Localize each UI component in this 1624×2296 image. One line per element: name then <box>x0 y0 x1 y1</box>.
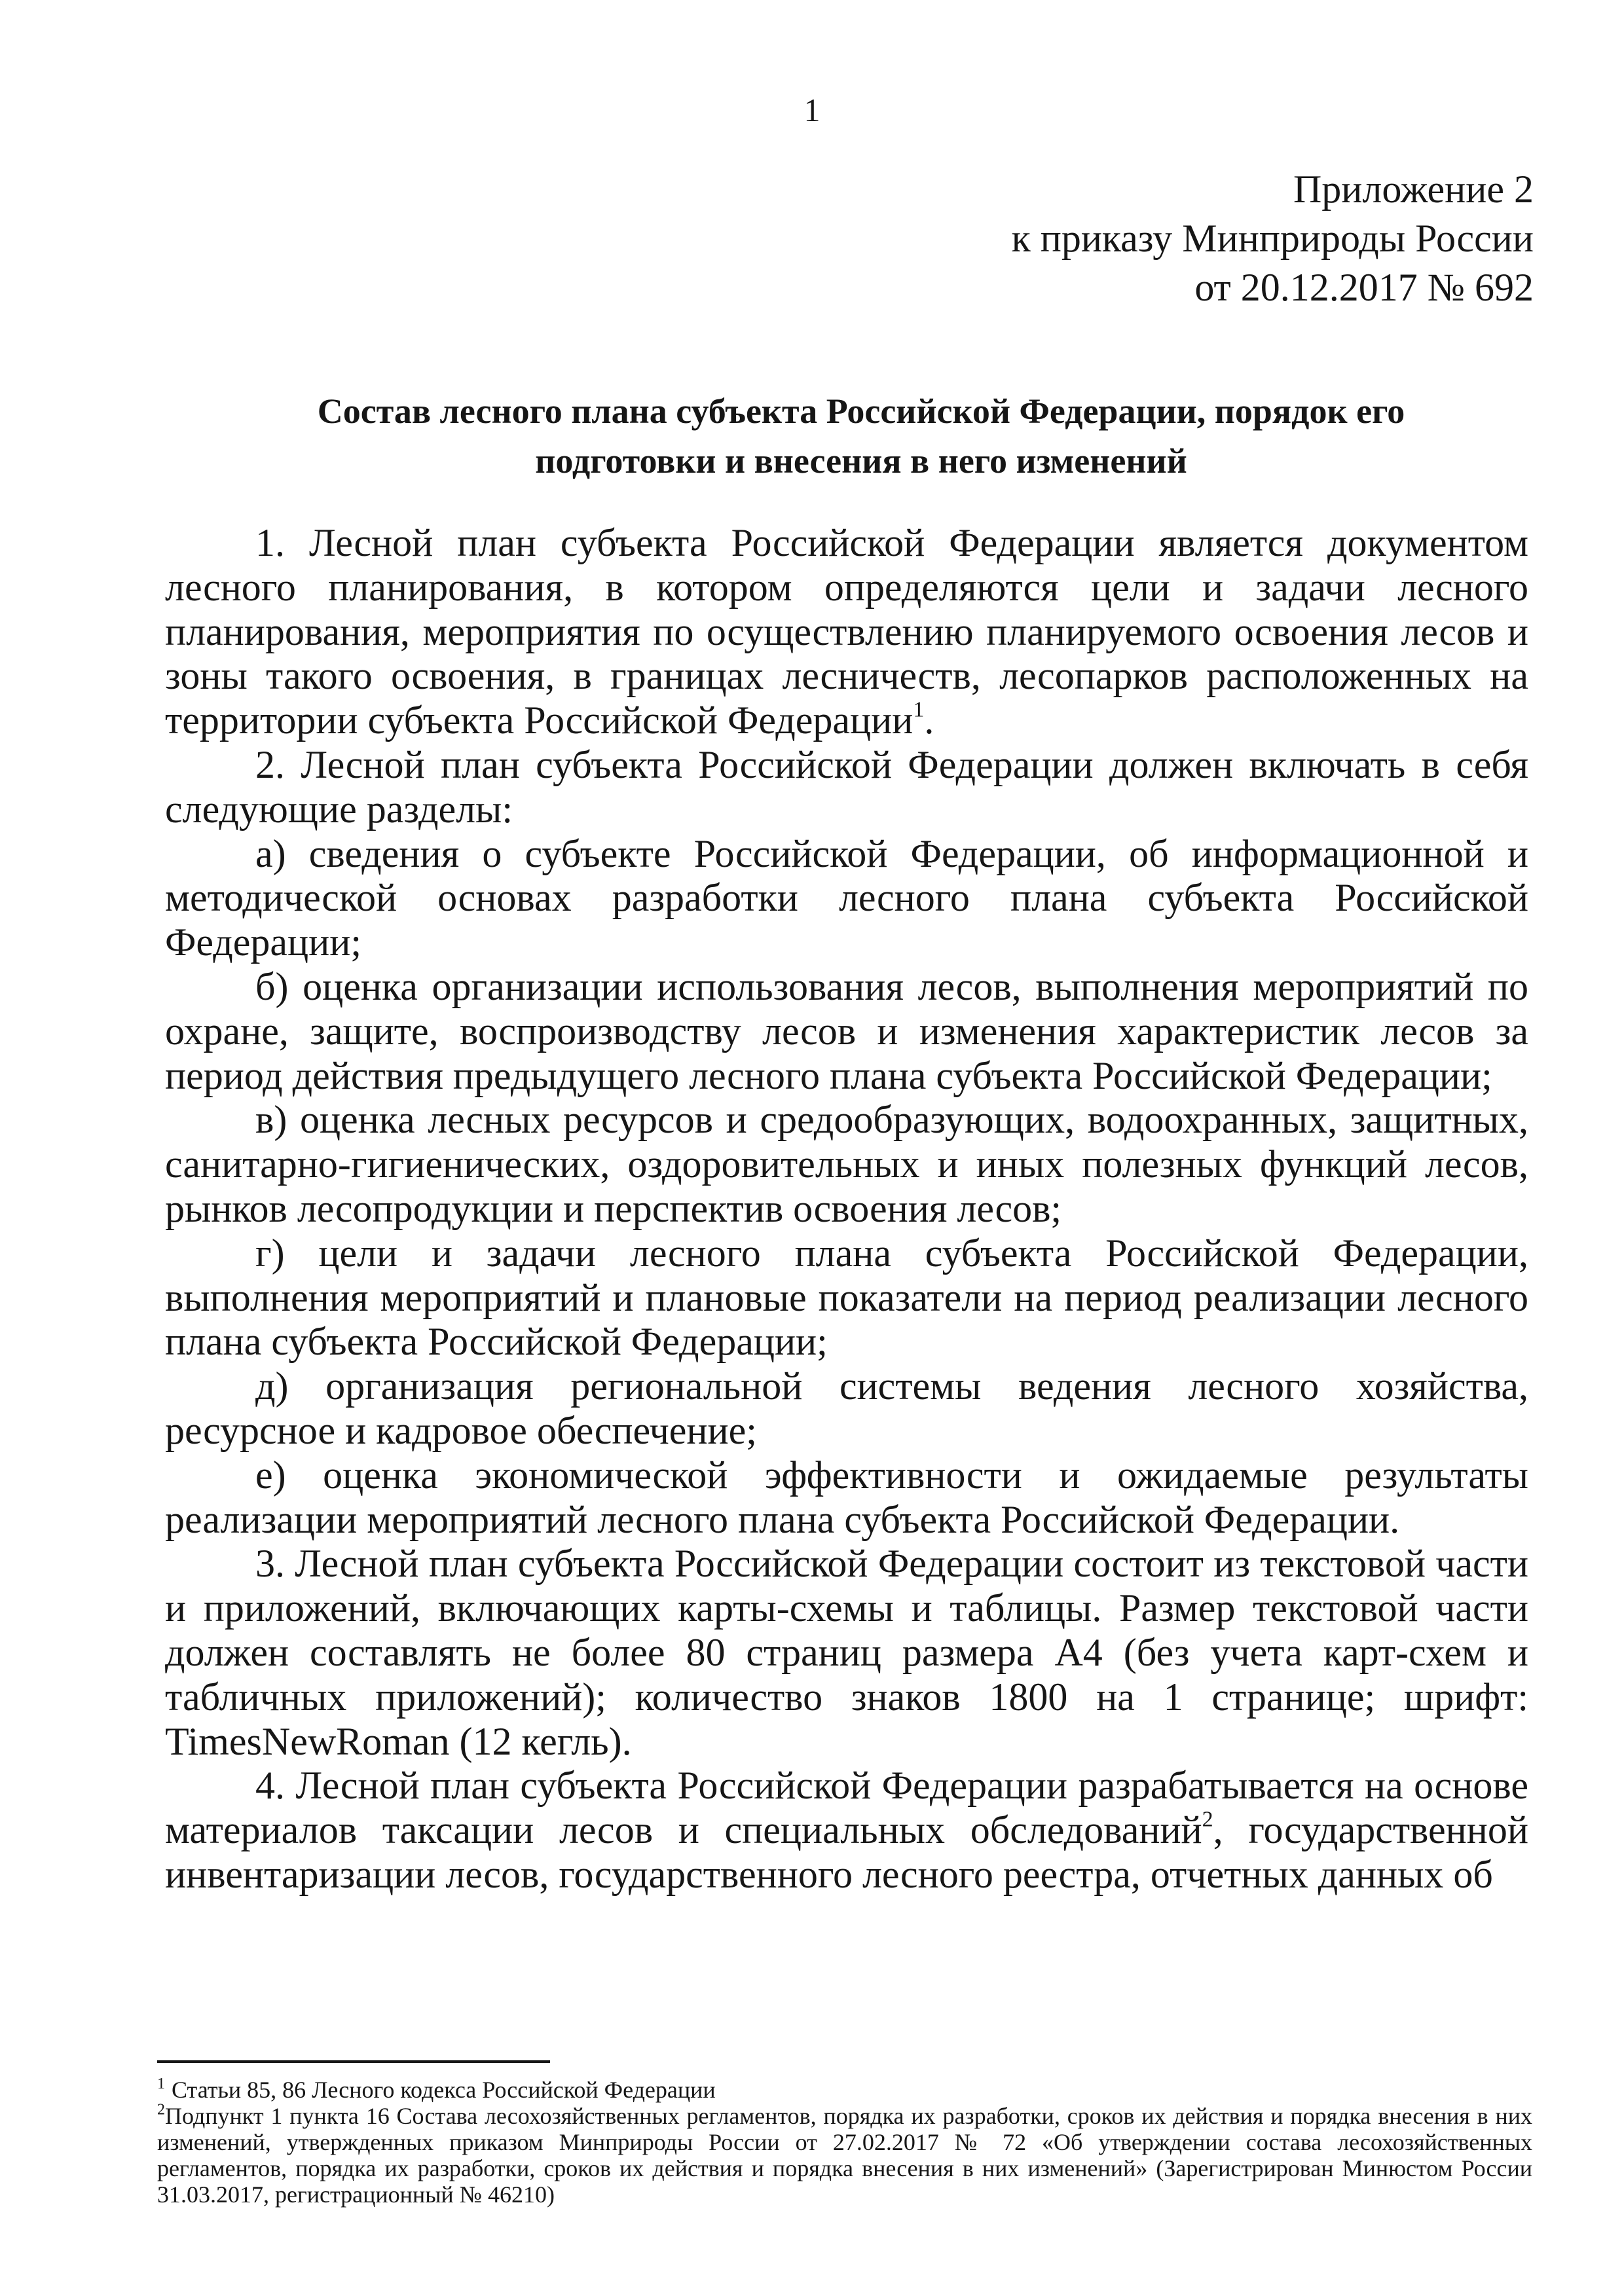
document-title-line-2: подготовки и внесения в него изменений <box>535 441 1187 481</box>
appendix-line-2: к приказу Минприроды России <box>1011 217 1534 260</box>
paragraph-4-end: , государственной инвентаризации лесов, государственного лесного реестра, отчетных данных об <box>165 1808 1528 1896</box>
footnote-ref-1: 1 <box>913 697 925 722</box>
footnote-1 <box>157 2077 1532 2103</box>
paragraph-4-text: 4. Лесной план субъекта Российской Федерации разрабатывается на основе материалов таксации лесов и специальных обследований <box>165 1764 1528 1852</box>
appendix-line-1: Приложение 2 <box>1293 168 1534 211</box>
footnote-1-number: 1 <box>157 2075 165 2092</box>
footnote-2 <box>157 2103 1532 2208</box>
document-title <box>164 386 1559 486</box>
paragraph-2-item-g: г) цели и задачи лесного плана субъекта Российской Федерации, выполнения мероприятий и плановые показатели на период реализации лесного плана субъекта Российской Федерации; <box>165 1231 1528 1364</box>
paragraph-3: 3. Лесной план субъекта Российской Федерации состоит из текстовой части и приложений, включающих карты-схемы и таблицы. Размер текстовой части должен составлять не более 80 страниц размера А4 (без учета карт-схем и табличных приложений); количество знаков 1800 на 1 странице; шрифт: TimesNewRoman (12 кегль). <box>165 1542 1528 1763</box>
footnote-2-text: Подпункт 1 пункта 16 Состава лесохозяйственных регламентов, порядка их разработки, сроков их действия и порядка внесения в них изменений, утвержденных приказом Минприроды России от 27.02.2017 № 72 «Об утверждении состава лесохозяйственных регламентов, порядка их разработки, сроков их действия и порядка внесения в них изменений» (Зарегистрирован Минюстом России 31.03.2017, регистрационный № 46210) <box>157 2103 1532 2208</box>
paragraph-1-text: 1. Лесной план субъекта Российской Федерации является документом лесного планирования, в котором определяются цели и задачи лесного планирования, мероприятия по осуществлению планируемого освоения лесов и зоны такого освоения, в границах лесничеств, лесопарков расположенных на территории субъекта Российской Федерации <box>165 521 1528 742</box>
footnote-2-number: 2 <box>157 2101 165 2119</box>
paragraph-2-item-v: в) оценка лесных ресурсов и средообразующих, водоохранных, защитных, санитарно-гигиенических, оздоровительных и иных полезных функций лесов, рынков лесопродукции и перспектив освоения лесов; <box>165 1098 1528 1230</box>
footnote-ref-2: 2 <box>1202 1807 1213 1832</box>
paragraph-2-item-b: б) оценка организации использования лесов, выполнения мероприятий по охране, защите, воспроизводству лесов и изменения характеристик лесов за период действия предыдущего лесного плана субъекта Российской Федерации; <box>165 964 1528 1097</box>
appendix-header <box>1012 165 1534 312</box>
paragraph-4 <box>165 1764 1528 1897</box>
page-number: 1 <box>803 92 821 128</box>
paragraph-1-end: . <box>924 699 934 742</box>
paragraph-2-item-a: а) сведения о субъекте Российской Федерации, об информационной и методической основах разработки лесного плана субъекта Российской Федерации; <box>165 831 1528 964</box>
document-body <box>165 521 1528 1897</box>
paragraph-2: 2. Лесной план субъекта Российской Федерации должен включать в себя следующие разделы: <box>165 742 1528 831</box>
appendix-line-3: от 20.12.2017 № 692 <box>1194 266 1534 309</box>
paragraph-2-item-e: е) оценка экономической эффективности и ожидаемые результаты реализации мероприятий лесного плана субъекта Российской Федерации. <box>165 1453 1528 1541</box>
paragraph-1 <box>165 521 1528 743</box>
footnote-divider <box>157 2060 550 2063</box>
footnote-1-text: Статьи 85, 86 Лесного кодекса Российской Федерации <box>172 2077 716 2103</box>
paragraph-2-item-d: д) организация региональной системы ведения лесного хозяйства, ресурсное и кадровое обеспечение; <box>165 1364 1528 1452</box>
document-title-line-1: Состав лесного плана субъекта Российской Федерации, порядок его <box>317 392 1405 431</box>
footnotes <box>157 2077 1532 2208</box>
